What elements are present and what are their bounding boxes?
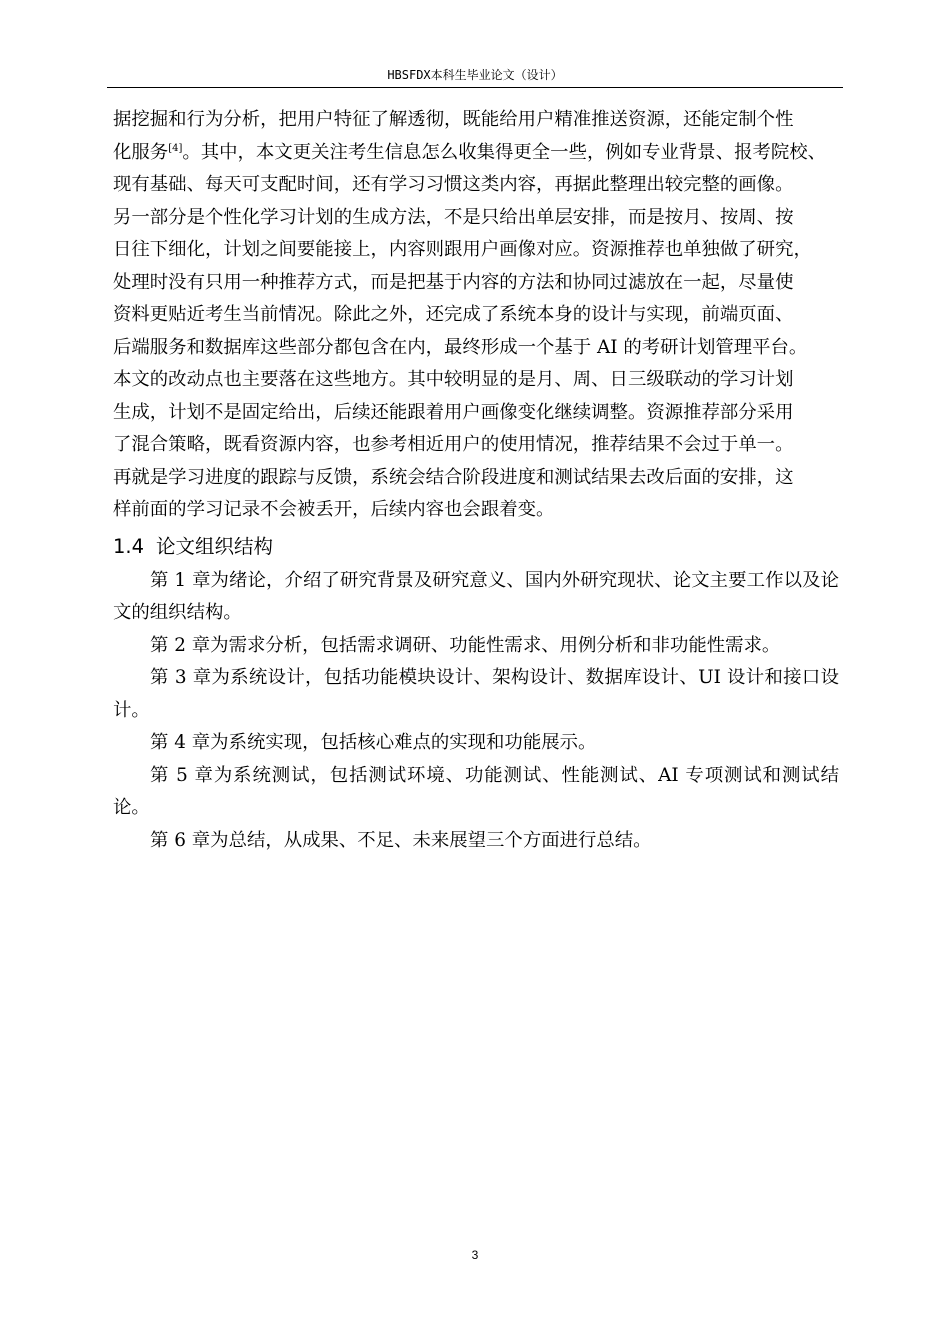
header-rule <box>107 87 843 88</box>
section-heading <box>113 531 839 563</box>
text-line: 据挖掘和行为分析，把用户特征了解透彻，既能给用户精准推送资源，还能定制个性 <box>113 109 794 130</box>
text-line: 处理时没有只用一种推荐方式，而是把基于内容的方法和协同过滤放在一起，尽量使 <box>113 271 794 293</box>
text-line: 再就是学习进度的跟踪与反馈，系统会结合阶段进度和测试结果去改后面的安排，这 <box>113 466 794 488</box>
text-span: 化服务 <box>113 141 169 163</box>
chapter-paragraph: 第 2 章为需求分析，包括需求调研、功能性需求、用例分析和非功能性需求。 <box>150 634 781 656</box>
intro-paragraph <box>113 104 839 527</box>
page-number: 3 <box>471 1248 479 1262</box>
section-title: 论文组织结构 <box>156 534 274 558</box>
text-line: 后端服务和数据库这些部分都包含在内，最终形成一个基于 AI 的考研计划管理平台。 <box>113 336 808 358</box>
text-line: 样前面的学习记录不会被丢开，后续内容也会跟着变。 <box>113 499 555 520</box>
text-line: 现有基础、每天可支配时间，还有学习习惯这类内容，再据此整理出较完整的画像。 <box>113 174 794 195</box>
document-body <box>113 104 839 857</box>
chapter-paragraph: 第 4 章为系统实现，包括核心难点的实现和功能展示。 <box>150 732 597 753</box>
text-line <box>113 137 839 170</box>
text-line: 生成，计划不是固定给出，后续还能跟着用户画像变化继续调整。资源推荐部分采用 <box>113 401 794 423</box>
section-number: 1.4 <box>113 534 145 558</box>
text-line: 了混合策略，既看资源内容，也参考相近用户的使用情况，推荐结果不会过于单一。 <box>113 434 794 455</box>
text-line: 本文的改动点也主要落在这些地方。其中较明显的是月、周、日三级联动的学习计划 <box>113 369 794 390</box>
chapter-paragraph: 第 5 章为系统测试，包括测试环境、功能测试、性能测试、AI 专项测试和测试结论。 <box>113 764 839 818</box>
citation-reference: [4] <box>168 142 183 154</box>
text-span: 。其中，本文更关注考生信息怎么收集得更全一些，例如专业背景、报考院校、 <box>182 141 827 163</box>
text-line: 资料更贴近考生当前情况。除此之外，还完成了系统本身的设计与实现，前端页面、 <box>113 304 794 325</box>
page-header: HBSFDX本科生毕业论文（设计） <box>387 68 563 82</box>
text-line: 另一部分是个性化学习计划的生成方法，不是只给出单层安排，而是按月、按周、按 <box>113 206 794 228</box>
chapter-list <box>113 565 839 858</box>
chapter-paragraph: 第 3 章为系统设计，包括功能模块设计、架构设计、数据库设计、UI 设计和接口设计。 <box>113 667 839 721</box>
chapter-paragraph: 第 1 章为绪论，介绍了研究背景及研究意义、国内外研究现状、论文主要工作以及论文的组织结构。 <box>113 569 839 623</box>
text-line: 日往下细化，计划之间要能接上，内容则跟用户画像对应。资源推荐也单独做了研究， <box>113 239 812 260</box>
chapter-paragraph: 第 6 章为总结，从成果、不足、未来展望三个方面进行总结。 <box>150 829 652 851</box>
